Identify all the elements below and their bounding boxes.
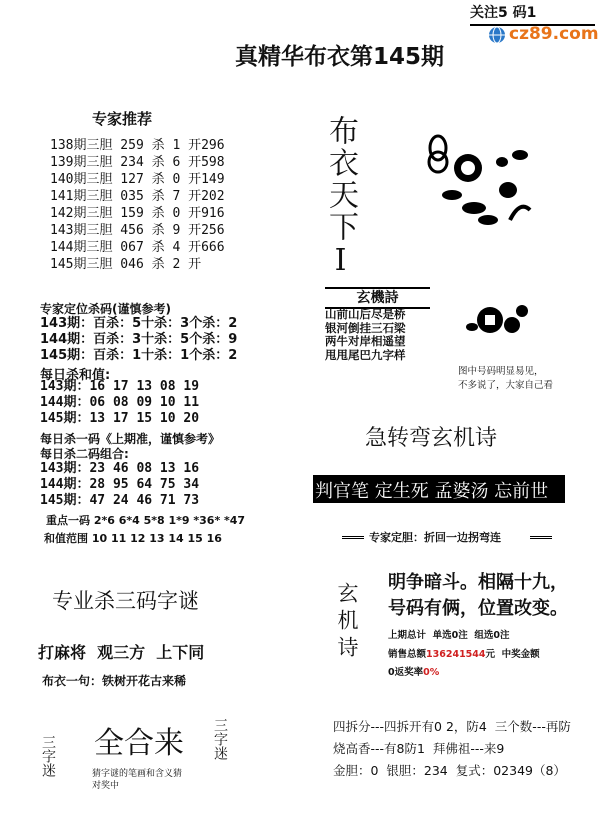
poem-line: 山前山后尽是桥: [325, 307, 406, 321]
poem-line: 两牛对岸相遥望: [325, 334, 406, 348]
hint-text: [458, 365, 553, 393]
riddle-side-left: 三字迷: [40, 735, 56, 777]
expert-fix-rule-left: [342, 536, 364, 539]
daily-sum-heading: 每日杀和值:: [40, 368, 111, 383]
return-prefix: 0: [388, 667, 395, 678]
expert-fix-text: 专家定胆：折回一边拐弯连: [369, 531, 501, 544]
xuanji-stats2: [388, 646, 540, 660]
footer-line: 金胆：0 银胆：234 复式：02349（8）: [333, 763, 566, 778]
xuanji-line1: 明争暗斗。相隔十九，: [388, 572, 568, 593]
poem-line: 银河倒挂三石梁: [325, 320, 406, 335]
sales-value: 136241544: [426, 649, 486, 660]
kill-row: 143期：百杀：5十杀：3个杀：2: [40, 316, 238, 331]
xuanji-stats3: [388, 664, 439, 678]
daily-sum-list: [40, 379, 199, 427]
daily-two-heading: 每日杀二码组合:: [40, 447, 129, 461]
globe-icon: [488, 26, 506, 44]
footer-line: 烧高香---有8防1 拜佛祖---来9: [333, 741, 505, 756]
expert-row: 143期三胆 456 杀 9 开256: [50, 223, 225, 238]
turn-title: 急转弯玄机诗: [365, 426, 498, 451]
riddle-side-right: 三字迷: [212, 718, 228, 760]
return-value: 0%: [423, 667, 440, 678]
corner-tag: 关注5 码1: [470, 2, 595, 26]
expert-row: 140期三胆 127 杀 0 开149: [50, 172, 225, 187]
expert-row: 144期三胆 067 杀 4 开666: [50, 240, 225, 255]
kill-row: 144期：百杀：3十杀：5个杀：9: [40, 332, 238, 347]
sales-tail: 元 中奖金额: [485, 649, 540, 660]
riddle-line: 打麻将 观三方 上下同: [38, 643, 205, 662]
daily-one-row: 143期：23 46 08 13 16: [40, 461, 200, 476]
watermark-text: cz89.com: [509, 24, 599, 44]
page-title: 真精华布衣第145期: [235, 44, 445, 70]
hint-line: 不多说了，大家自己看: [458, 380, 554, 391]
footer-line: 四拆分---四拆开有0 2，防4 三个数---再防: [333, 719, 571, 734]
kill-row: 145期：百杀：1十杀：1个杀：2: [40, 348, 238, 363]
kill-list: [40, 316, 237, 364]
hint-line: 图中号码明显易见，: [458, 366, 544, 377]
kill-heading: 专家定位杀码(谨慎参考): [40, 302, 171, 316]
riddle-caption: 猜字谜的笔画和含义猜对奖中: [92, 769, 183, 791]
daily-sum-row: 144期：06 08 09 10 11: [40, 395, 200, 410]
riddle-main: 全合来: [94, 726, 184, 761]
riddle-title: 专业杀三码字谜: [52, 589, 199, 613]
expert-row: 145期三胆 046 杀 2 开: [50, 257, 202, 272]
expert-heading: 专家推荐: [92, 110, 153, 128]
poem-heading: 玄機詩: [325, 287, 430, 309]
daily-sum-row: 143期：16 17 13 08 19: [40, 379, 200, 394]
expert-row: 142期三胆 159 杀 0 开916: [50, 206, 225, 221]
footer-block: [333, 716, 583, 782]
tianxia-title: 布衣天下Ⅰ: [323, 115, 358, 280]
return-label: 返奖率: [394, 667, 424, 678]
poem-lines: [325, 308, 406, 362]
xuanji-stats1: 上期总计 单选0注 组选0注: [388, 630, 510, 641]
poem-line: 甩甩尾巴九字样: [325, 347, 406, 362]
poem-box: [325, 287, 430, 362]
daily-one-row: 145期：47 24 46 71 73: [40, 493, 200, 508]
expert-fix: [342, 529, 552, 545]
daily-one-row: 144期：28 95 64 75 34: [40, 477, 200, 492]
hidden-number-illustration: [420, 120, 550, 245]
daily-one-list: [40, 461, 199, 509]
xuanji-line2: 号码有俩，位置改变。: [388, 598, 568, 619]
expert-row: 139期三胆 234 杀 6 开598: [50, 155, 225, 170]
expert-fix-rule-right: [530, 536, 552, 539]
sales-label: 销售总额: [388, 649, 427, 660]
riddle-sub: 布衣一句：铁树开花古来稀: [42, 674, 187, 688]
phrase-bar: [313, 475, 565, 503]
daily-one-heading: 每日杀一码《上期准，谨慎参考》: [40, 432, 221, 446]
sum-range: 和值范围 10 11 12 13 14 15 16: [44, 532, 222, 545]
phrase-bar-text: 判官笔 定生死 孟婆汤 忘前世: [315, 481, 549, 502]
xuanji-side: 玄机诗: [335, 582, 359, 663]
focus-line: 重点一码 2*6 6*4 5*8 1*9 *36* *47: [46, 514, 246, 527]
expert-row: 141期三胆 035 杀 7 开202: [50, 189, 225, 204]
daily-sum-row: 145期：13 17 15 10 20: [40, 411, 200, 426]
expert-row: 138期三胆 259 杀 1 开296: [50, 138, 225, 153]
coin-illustration: [460, 295, 540, 345]
expert-list: [50, 137, 225, 273]
